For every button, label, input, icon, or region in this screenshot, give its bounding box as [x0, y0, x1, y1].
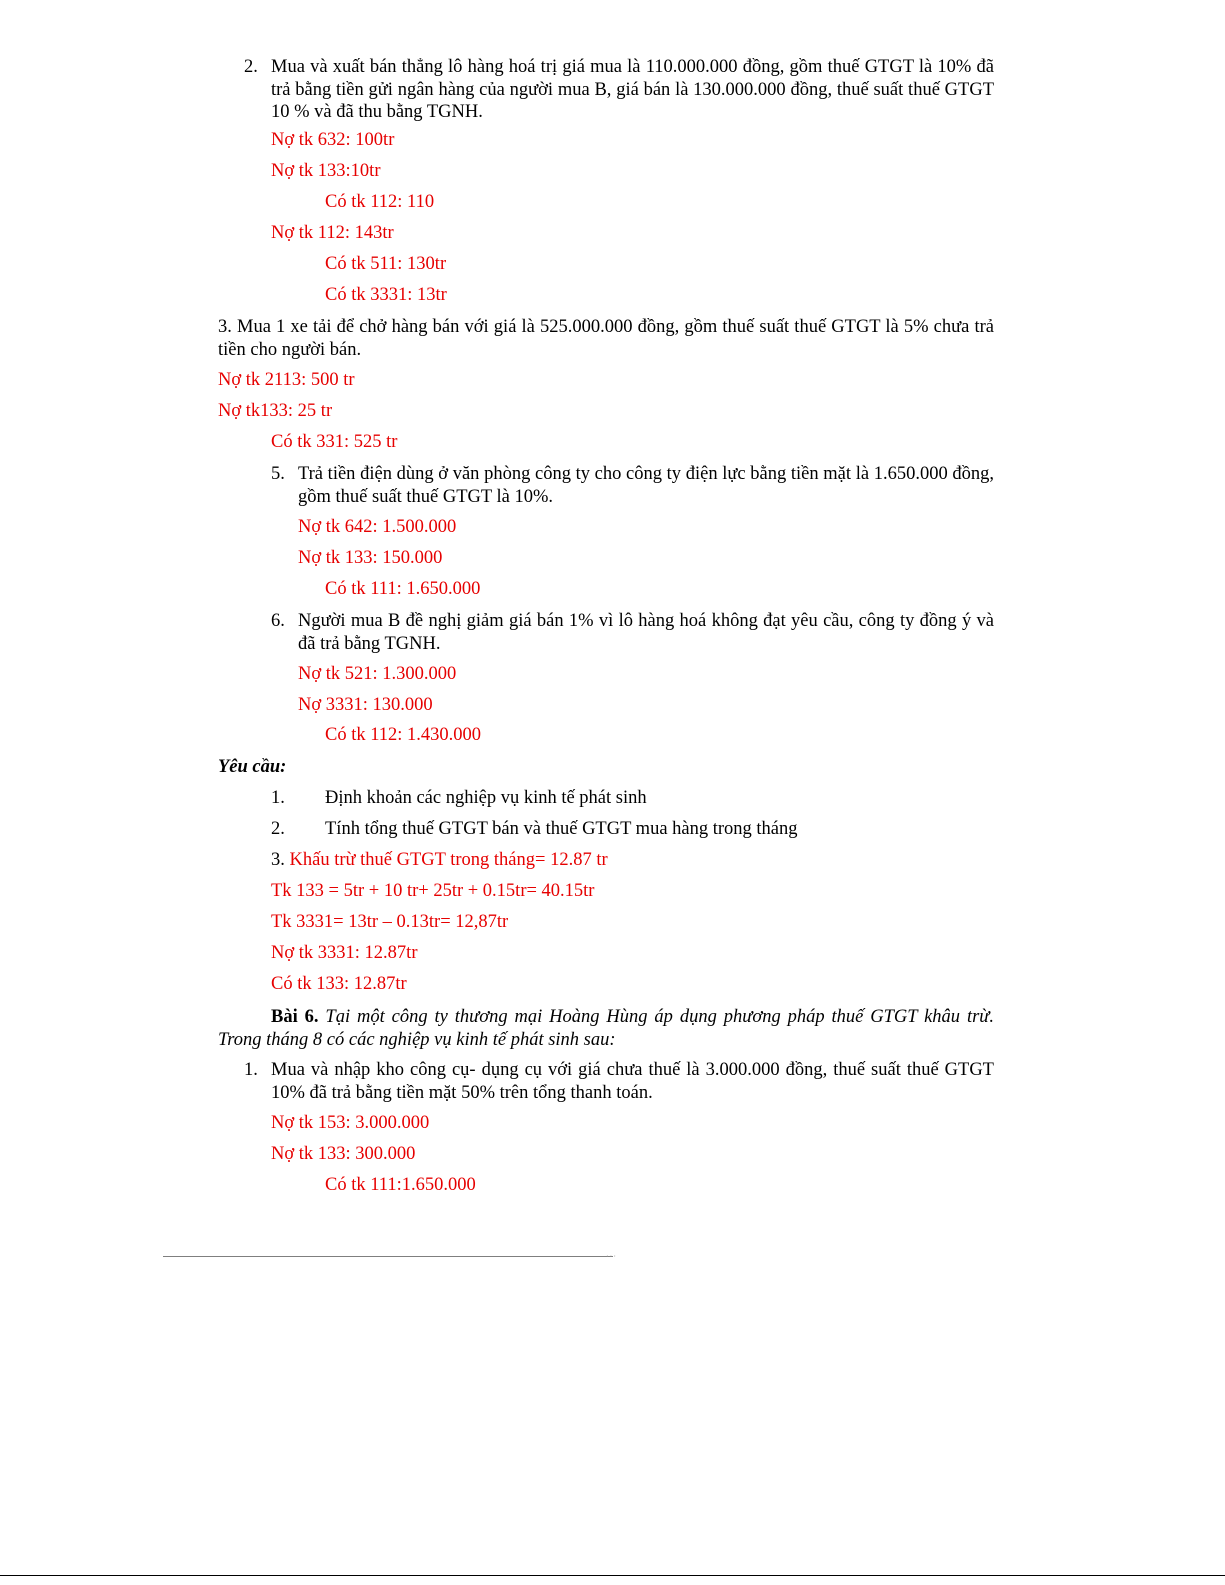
- item2-entry-6: Có tk 3331: 13tr: [325, 285, 447, 305]
- calc-line-1: Tk 133 = 5tr + 10 tr+ 25tr + 0.15tr= 40.15tr: [271, 881, 595, 901]
- bai6-intro-paragraph: [218, 1006, 994, 1051]
- item3-text: 3. Mua 1 xe tải để chở hàng bán với giá là 525.000.000 đồng, gồm thuế suất thuế GTGT là 5% chưa trả tiền cho người bán.: [218, 317, 994, 360]
- item2-entry-5: Có tk 511: 130tr: [325, 254, 447, 274]
- item2-text: Mua và xuất bán thẳng lô hàng hoá trị giá mua là 110.000.000 đồng, gồm thuế GTGT là 10% đã trả bằng tiền gửi ngân hàng của người mua B, giá bán là 130.000.000 đồng, thuế suất thuế GTGT 10 % và đã thu bằng TGNH.: [271, 57, 994, 122]
- footnote-separator-dots: ···: [606, 1252, 617, 1261]
- bai6-item1-entry-1: Nợ tk 153: 3.000.000: [271, 1113, 430, 1133]
- item6-text: Người mua B đề nghị giảm giá bán 1% vì lô hàng hoá không đạt yêu cầu, công ty đồng ý và đã trả bằng TGNH.: [298, 611, 994, 654]
- bai6-item1-entry-2: Nợ tk 133: 300.000: [271, 1144, 416, 1164]
- bai6-item1-text: Mua và nhập kho công cụ- dụng cụ với giá chưa thuế là 3.000.000 đồng, thuế suất thuế GTGT 10% đã trả bằng tiền mặt 50% trên tổng thanh toán.: [271, 1060, 994, 1103]
- requirement-3-text: Khấu trừ thuế GTGT trong tháng= 12.87 tr: [289, 850, 608, 870]
- item5-number: 5.: [271, 464, 285, 484]
- bai6-item1-number: 1.: [244, 1060, 258, 1080]
- footnote-separator: [163, 1256, 613, 1257]
- bai6-intro: Tại một công ty thương mại Hoàng Hùng áp dụng phương pháp thuế GTGT khâu trừ. Trong tháng 8 có các nghiệp vụ kinh tế phát sinh sau:: [218, 1007, 995, 1050]
- requirement-1-number: 1.: [271, 788, 285, 808]
- requirement-3-line: [271, 849, 608, 871]
- requirement-1-text: Định khoản các nghiệp vụ kinh tế phát sinh: [325, 788, 647, 808]
- item5-text: Trả tiền điện dùng ở văn phòng công ty cho công ty điện lực bằng tiền mặt là 1.650.000 đồng, gồm thuế suất thuế GTGT là 10%.: [298, 464, 994, 507]
- requirement-3-number: 3.: [271, 850, 285, 870]
- item5-entry-1: Nợ tk 642: 1.500.000: [298, 517, 457, 537]
- item6-number: 6.: [271, 611, 285, 631]
- item6-entry-3: Có tk 112: 1.430.000: [325, 725, 482, 745]
- item5-entry-3: Có tk 111: 1.650.000: [325, 579, 481, 599]
- requirement-2-text: Tính tổng thuế GTGT bán và thuế GTGT mua hàng trong tháng: [325, 819, 798, 839]
- bai6-label: Bài 6.: [271, 1007, 319, 1027]
- calc-line-3: Nợ tk 3331: 12.87tr: [271, 943, 418, 963]
- item6-entry-2: Nợ 3331: 130.000: [298, 695, 433, 715]
- item5-entry-2: Nợ tk 133: 150.000: [298, 548, 443, 568]
- requirements-heading: Yêu cầu:: [218, 757, 287, 777]
- item2-entry-3: Có tk 112: 110: [325, 192, 435, 212]
- item2-entry-2: Nợ tk 133:10tr: [271, 161, 381, 181]
- calc-line-2: Tk 3331= 13tr – 0.13tr= 12,87tr: [271, 912, 509, 932]
- item2-number: 2.: [244, 57, 258, 77]
- item2-entry-1: Nợ tk 632: 100tr: [271, 130, 395, 150]
- item3-entry-1: Nợ tk 2113: 500 tr: [218, 370, 355, 390]
- bai6-item1-entry-3: Có tk 111:1.650.000: [325, 1175, 476, 1195]
- calc-line-4: Có tk 133: 12.87tr: [271, 974, 407, 994]
- item3-entry-2: Nợ tk133: 25 tr: [218, 401, 333, 421]
- page-bottom-border: [0, 1575, 1225, 1576]
- requirement-2-number: 2.: [271, 819, 285, 839]
- item6-entry-1: Nợ tk 521: 1.300.000: [298, 664, 457, 684]
- item3-entry-3: Có tk 331: 525 tr: [271, 432, 398, 452]
- item2-entry-4: Nợ tk 112: 143tr: [271, 223, 394, 243]
